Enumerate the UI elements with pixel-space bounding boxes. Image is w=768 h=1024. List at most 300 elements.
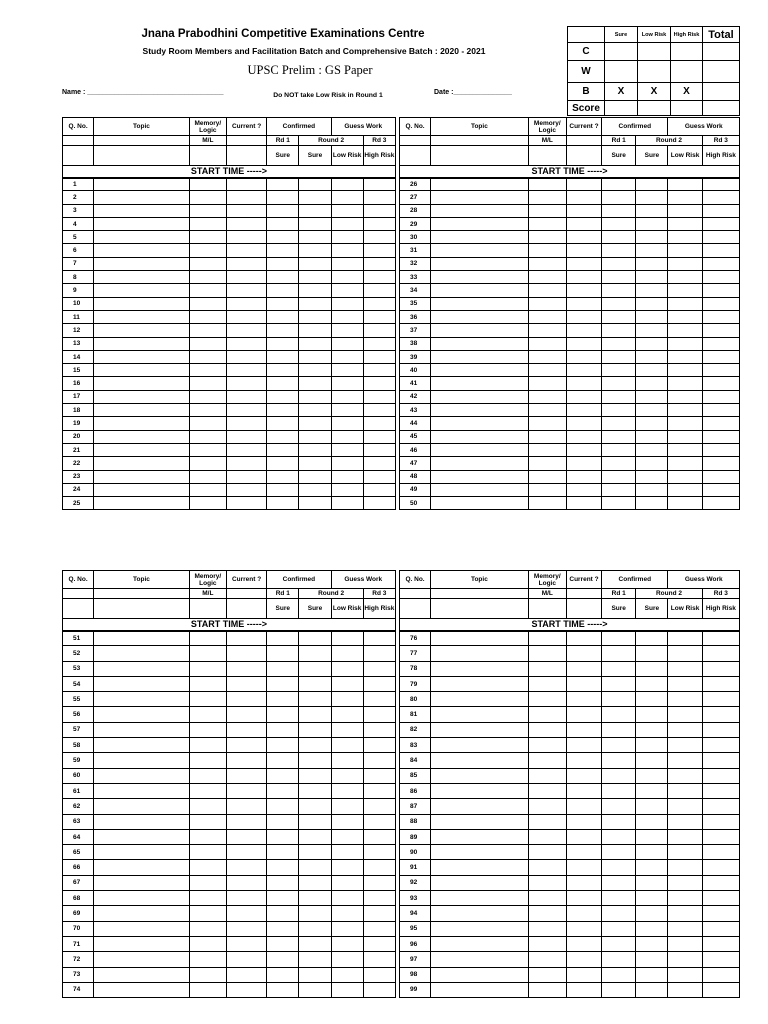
answer-cell bbox=[636, 982, 668, 997]
left-header-confirmed: Confirmed bbox=[267, 118, 331, 136]
score-cell bbox=[605, 43, 638, 61]
left-header-topic: Topic bbox=[94, 571, 190, 589]
question-number: 73 bbox=[63, 967, 94, 982]
answer-cell bbox=[668, 768, 702, 783]
answer-cell bbox=[226, 417, 266, 430]
answer-cell bbox=[299, 271, 331, 284]
answer-cell bbox=[94, 257, 190, 270]
answer-cell bbox=[528, 829, 566, 844]
right-blank-cell bbox=[528, 599, 566, 619]
answer-cell bbox=[702, 457, 739, 470]
answer-cell bbox=[636, 470, 668, 483]
answer-cell bbox=[189, 271, 226, 284]
answer-cell bbox=[299, 404, 331, 417]
answer-cell bbox=[702, 722, 739, 737]
question-row bbox=[63, 646, 740, 661]
answer-cell bbox=[189, 768, 226, 783]
answer-cell bbox=[566, 231, 601, 244]
question-number: 19 bbox=[63, 417, 94, 430]
answer-cell bbox=[668, 707, 702, 722]
answer-cell bbox=[363, 707, 395, 722]
answer-cell bbox=[226, 631, 266, 646]
answer-cell bbox=[267, 799, 299, 814]
question-number: 11 bbox=[63, 310, 94, 323]
question-number: 18 bbox=[63, 404, 94, 417]
answer-cell bbox=[363, 799, 395, 814]
question-row bbox=[63, 191, 740, 204]
answer-cell bbox=[602, 178, 636, 191]
answer-cell bbox=[189, 936, 226, 951]
answer-cell bbox=[528, 646, 566, 661]
answer-cell bbox=[602, 284, 636, 297]
answer-cell bbox=[602, 661, 636, 676]
question-row bbox=[63, 676, 740, 691]
answer-cell bbox=[189, 707, 226, 722]
score-row-c: C bbox=[568, 43, 605, 61]
answer-cell bbox=[668, 257, 702, 270]
answer-cell bbox=[94, 768, 190, 783]
right-header-current: Current ? bbox=[566, 571, 601, 589]
question-number: 55 bbox=[63, 692, 94, 707]
question-row bbox=[63, 430, 740, 443]
answer-cell bbox=[528, 814, 566, 829]
answer-cell bbox=[226, 350, 266, 363]
question-number: 66 bbox=[63, 860, 94, 875]
answer-cell bbox=[602, 875, 636, 890]
answer-cell bbox=[331, 430, 363, 443]
answer-cell bbox=[94, 271, 190, 284]
answer-cell bbox=[668, 646, 702, 661]
question-number: 47 bbox=[399, 457, 430, 470]
answer-cell bbox=[636, 829, 668, 844]
answer-cell bbox=[189, 661, 226, 676]
answer-cell bbox=[702, 497, 739, 510]
answer-cell bbox=[299, 244, 331, 257]
answer-cell bbox=[668, 297, 702, 310]
question-number: 60 bbox=[63, 768, 94, 783]
answer-cell bbox=[668, 921, 702, 936]
answer-cell bbox=[431, 191, 529, 204]
answer-cell bbox=[602, 310, 636, 323]
answer-cell bbox=[668, 497, 702, 510]
right-header-guess-work: Guess Work bbox=[668, 118, 740, 136]
answer-cell bbox=[636, 676, 668, 691]
answer-cell bbox=[528, 350, 566, 363]
question-row bbox=[63, 722, 740, 737]
answer-cell bbox=[668, 952, 702, 967]
question-number: 87 bbox=[399, 799, 430, 814]
answer-cell bbox=[431, 692, 529, 707]
answer-cell bbox=[431, 631, 529, 646]
answer-cell bbox=[566, 364, 601, 377]
answer-cell bbox=[189, 310, 226, 323]
answer-cell bbox=[226, 324, 266, 337]
answer-cell bbox=[566, 982, 601, 997]
answer-cell bbox=[331, 497, 363, 510]
answer-cell bbox=[702, 982, 739, 997]
answer-cell bbox=[331, 936, 363, 951]
answer-cell bbox=[267, 860, 299, 875]
left-blank-cell bbox=[226, 589, 266, 599]
right-header-rd1: Rd 1 bbox=[602, 589, 636, 599]
question-number: 94 bbox=[399, 906, 430, 921]
answer-cell bbox=[363, 722, 395, 737]
answer-cell bbox=[602, 204, 636, 217]
answer-cell bbox=[363, 178, 395, 191]
answer-cell bbox=[668, 875, 702, 890]
question-number: 72 bbox=[63, 952, 94, 967]
answer-cell bbox=[431, 982, 529, 997]
answer-cell bbox=[363, 271, 395, 284]
answer-cell bbox=[528, 417, 566, 430]
answer-cell bbox=[363, 244, 395, 257]
answer-cell bbox=[668, 631, 702, 646]
right-header-topic: Topic bbox=[431, 118, 529, 136]
answer-cell bbox=[431, 497, 529, 510]
answer-cell bbox=[602, 707, 636, 722]
answer-cell bbox=[566, 417, 601, 430]
answer-cell bbox=[226, 936, 266, 951]
answer-cell bbox=[702, 814, 739, 829]
answer-cell bbox=[431, 814, 529, 829]
left-blank-cell bbox=[94, 589, 190, 599]
answer-cell bbox=[299, 936, 331, 951]
answer-cell bbox=[226, 443, 266, 456]
left-header-guess-work: Guess Work bbox=[331, 571, 395, 589]
answer-cell bbox=[668, 753, 702, 768]
answer-cell bbox=[94, 829, 190, 844]
answer-cell bbox=[668, 783, 702, 798]
answer-cell bbox=[668, 231, 702, 244]
answer-cell bbox=[602, 967, 636, 982]
answer-cell bbox=[602, 829, 636, 844]
answer-cell bbox=[363, 891, 395, 906]
answer-cell bbox=[267, 470, 299, 483]
score-cell bbox=[638, 61, 671, 83]
answer-cell bbox=[528, 921, 566, 936]
answer-cell bbox=[528, 936, 566, 951]
answer-cell bbox=[702, 631, 739, 646]
answer-cell bbox=[602, 799, 636, 814]
answer-cell bbox=[189, 967, 226, 982]
answer-cell bbox=[668, 457, 702, 470]
answer-cell bbox=[267, 692, 299, 707]
answer-cell bbox=[602, 217, 636, 230]
question-row bbox=[63, 417, 740, 430]
answer-cell bbox=[299, 799, 331, 814]
answer-cell bbox=[226, 891, 266, 906]
question-number: 82 bbox=[399, 722, 430, 737]
answer-cell bbox=[94, 952, 190, 967]
answer-cell bbox=[94, 217, 190, 230]
answer-cell bbox=[189, 875, 226, 890]
answer-cell bbox=[602, 231, 636, 244]
right-header-confirmed: Confirmed bbox=[602, 571, 668, 589]
answer-cell bbox=[299, 364, 331, 377]
left-blank-cell bbox=[63, 589, 94, 599]
date-field: Date :_______________ bbox=[434, 89, 512, 96]
answer-cell bbox=[702, 692, 739, 707]
answer-cell bbox=[299, 377, 331, 390]
answer-cell bbox=[566, 443, 601, 456]
question-number: 69 bbox=[63, 906, 94, 921]
answer-cell bbox=[566, 217, 601, 230]
answer-cell bbox=[226, 337, 266, 350]
answer-cell bbox=[331, 753, 363, 768]
right-blank-cell bbox=[399, 136, 430, 146]
answer-cell bbox=[602, 483, 636, 496]
question-row bbox=[63, 364, 740, 377]
answer-cell bbox=[668, 814, 702, 829]
answer-cell bbox=[636, 783, 668, 798]
answer-cell bbox=[226, 921, 266, 936]
answer-cell bbox=[668, 845, 702, 860]
answer-cell bbox=[226, 497, 266, 510]
question-row bbox=[63, 204, 740, 217]
answer-cell bbox=[528, 377, 566, 390]
question-number: 45 bbox=[399, 430, 430, 443]
left-header-low-risk: Low Risk bbox=[331, 146, 363, 166]
answer-cell bbox=[431, 722, 529, 737]
answer-cell bbox=[299, 204, 331, 217]
answer-cell bbox=[528, 284, 566, 297]
question-row bbox=[63, 936, 740, 951]
answer-cell bbox=[702, 753, 739, 768]
answer-cell bbox=[331, 217, 363, 230]
answer-cell bbox=[226, 178, 266, 191]
answer-cell bbox=[431, 483, 529, 496]
question-number: 5 bbox=[63, 231, 94, 244]
question-row bbox=[63, 829, 740, 844]
answer-cell bbox=[94, 906, 190, 921]
answer-cell bbox=[94, 231, 190, 244]
answer-cell bbox=[566, 676, 601, 691]
answer-cell bbox=[668, 271, 702, 284]
answer-cell bbox=[363, 257, 395, 270]
question-row bbox=[63, 377, 740, 390]
left-start-time-label: START TIME -----> bbox=[63, 166, 396, 178]
answer-cell bbox=[636, 753, 668, 768]
answer-cell bbox=[299, 768, 331, 783]
answer-cell bbox=[94, 497, 190, 510]
answer-cell bbox=[267, 350, 299, 363]
question-number: 98 bbox=[399, 967, 430, 982]
answer-cell bbox=[431, 417, 529, 430]
answer-cell bbox=[267, 906, 299, 921]
answer-cell bbox=[431, 350, 529, 363]
answer-cell bbox=[528, 738, 566, 753]
answer-cell bbox=[668, 483, 702, 496]
left-header-round2: Round 2 bbox=[299, 589, 363, 599]
answer-cell bbox=[566, 404, 601, 417]
question-row bbox=[63, 178, 740, 191]
score-mark-x: X bbox=[671, 83, 703, 101]
answer-cell bbox=[189, 753, 226, 768]
answer-cell bbox=[702, 936, 739, 951]
answer-cell bbox=[566, 310, 601, 323]
score-cell bbox=[638, 101, 671, 116]
answer-cell bbox=[602, 646, 636, 661]
answer-cell bbox=[602, 377, 636, 390]
answer-cell bbox=[267, 936, 299, 951]
question-row bbox=[63, 271, 740, 284]
answer-cell bbox=[363, 845, 395, 860]
answer-cell bbox=[267, 178, 299, 191]
answer-cell bbox=[189, 390, 226, 403]
question-number: 22 bbox=[63, 457, 94, 470]
answer-cell bbox=[702, 768, 739, 783]
answer-cell bbox=[331, 257, 363, 270]
answer-cell bbox=[566, 297, 601, 310]
answer-cell bbox=[299, 257, 331, 270]
question-row bbox=[63, 257, 740, 270]
question-number: 80 bbox=[399, 692, 430, 707]
answer-cell bbox=[702, 191, 739, 204]
right-header-rd3: Rd 3 bbox=[702, 136, 739, 146]
answer-cell bbox=[267, 191, 299, 204]
answer-cell bbox=[566, 891, 601, 906]
answer-cell bbox=[363, 967, 395, 982]
right-header-round2: Round 2 bbox=[636, 136, 702, 146]
answer-cell bbox=[636, 390, 668, 403]
answer-cell bbox=[668, 430, 702, 443]
answer-cell bbox=[331, 814, 363, 829]
answer-cell bbox=[363, 231, 395, 244]
question-number: 43 bbox=[399, 404, 430, 417]
answer-cell bbox=[299, 483, 331, 496]
question-number: 86 bbox=[399, 783, 430, 798]
left-start-time-label: START TIME -----> bbox=[63, 619, 396, 631]
answer-cell bbox=[189, 799, 226, 814]
answer-cell bbox=[299, 231, 331, 244]
answer-cell bbox=[636, 350, 668, 363]
answer-cell bbox=[602, 350, 636, 363]
answer-cell bbox=[431, 204, 529, 217]
answer-cell bbox=[566, 646, 601, 661]
question-row bbox=[63, 891, 740, 906]
answer-cell bbox=[267, 646, 299, 661]
question-number: 90 bbox=[399, 845, 430, 860]
question-number: 92 bbox=[399, 875, 430, 890]
answer-cell bbox=[299, 661, 331, 676]
answer-cell bbox=[226, 875, 266, 890]
answer-cell bbox=[431, 404, 529, 417]
answer-cell bbox=[668, 337, 702, 350]
answer-cell bbox=[702, 891, 739, 906]
question-number: 29 bbox=[399, 217, 430, 230]
answer-cell bbox=[431, 430, 529, 443]
right-header-high-risk: High Risk bbox=[702, 599, 739, 619]
answer-cell bbox=[363, 646, 395, 661]
right-header-round2: Round 2 bbox=[636, 589, 702, 599]
answer-cell bbox=[636, 799, 668, 814]
question-number: 63 bbox=[63, 814, 94, 829]
right-header-rd1: Rd 1 bbox=[602, 136, 636, 146]
right-blank-cell bbox=[431, 136, 529, 146]
answer-cell bbox=[636, 631, 668, 646]
question-row bbox=[63, 390, 740, 403]
answer-cell bbox=[431, 845, 529, 860]
answer-cell bbox=[363, 982, 395, 997]
answer-cell bbox=[566, 952, 601, 967]
answer-cell bbox=[668, 244, 702, 257]
answer-cell bbox=[299, 967, 331, 982]
answer-cell bbox=[602, 404, 636, 417]
question-number: 26 bbox=[399, 178, 430, 191]
answer-cell bbox=[431, 783, 529, 798]
answer-cell bbox=[226, 470, 266, 483]
answer-cell bbox=[566, 457, 601, 470]
answer-cell bbox=[528, 906, 566, 921]
answer-cell bbox=[528, 497, 566, 510]
answer-cell bbox=[636, 952, 668, 967]
left-header-confirmed: Confirmed bbox=[267, 571, 331, 589]
question-number: 91 bbox=[399, 860, 430, 875]
left-header-qno: Q. No. bbox=[63, 571, 94, 589]
answer-cell bbox=[94, 814, 190, 829]
answer-cell bbox=[267, 845, 299, 860]
score-col-low-risk: Low Risk bbox=[638, 27, 671, 43]
answer-cell bbox=[636, 967, 668, 982]
answer-cell bbox=[226, 783, 266, 798]
answer-cell bbox=[299, 738, 331, 753]
question-row bbox=[63, 753, 740, 768]
question-row bbox=[63, 324, 740, 337]
question-row bbox=[63, 814, 740, 829]
answer-cell bbox=[668, 661, 702, 676]
question-number: 33 bbox=[399, 271, 430, 284]
answer-cell bbox=[267, 271, 299, 284]
score-table bbox=[567, 26, 740, 116]
right-blank-cell bbox=[566, 599, 601, 619]
answer-cell bbox=[363, 470, 395, 483]
answer-cell bbox=[566, 906, 601, 921]
question-row bbox=[63, 906, 740, 921]
question-number: 3 bbox=[63, 204, 94, 217]
question-number: 14 bbox=[63, 350, 94, 363]
question-number: 95 bbox=[399, 921, 430, 936]
question-number: 96 bbox=[399, 936, 430, 951]
answer-cell bbox=[331, 191, 363, 204]
answer-cell bbox=[566, 350, 601, 363]
answer-cell bbox=[299, 891, 331, 906]
answer-cell bbox=[602, 692, 636, 707]
answer-cell bbox=[528, 430, 566, 443]
left-header-guess-work: Guess Work bbox=[331, 118, 395, 136]
answer-cell bbox=[668, 676, 702, 691]
answer-cell bbox=[299, 191, 331, 204]
left-header-memory-logic: Memory/ Logic bbox=[189, 118, 226, 136]
question-row bbox=[63, 483, 740, 496]
answer-cell bbox=[636, 324, 668, 337]
answer-cell bbox=[331, 350, 363, 363]
answer-cell bbox=[299, 443, 331, 456]
score-mark-x: X bbox=[638, 83, 671, 101]
answer-cell bbox=[363, 497, 395, 510]
answer-cell bbox=[602, 497, 636, 510]
answer-cell bbox=[189, 217, 226, 230]
answer-cell bbox=[94, 875, 190, 890]
right-header-ml: M/L bbox=[528, 136, 566, 146]
answer-cell bbox=[363, 738, 395, 753]
answer-cell bbox=[636, 457, 668, 470]
answer-cell bbox=[528, 457, 566, 470]
answer-cell bbox=[189, 377, 226, 390]
answer-cell bbox=[566, 845, 601, 860]
answer-cell bbox=[636, 430, 668, 443]
answer-cell bbox=[189, 470, 226, 483]
answer-cell bbox=[431, 676, 529, 691]
